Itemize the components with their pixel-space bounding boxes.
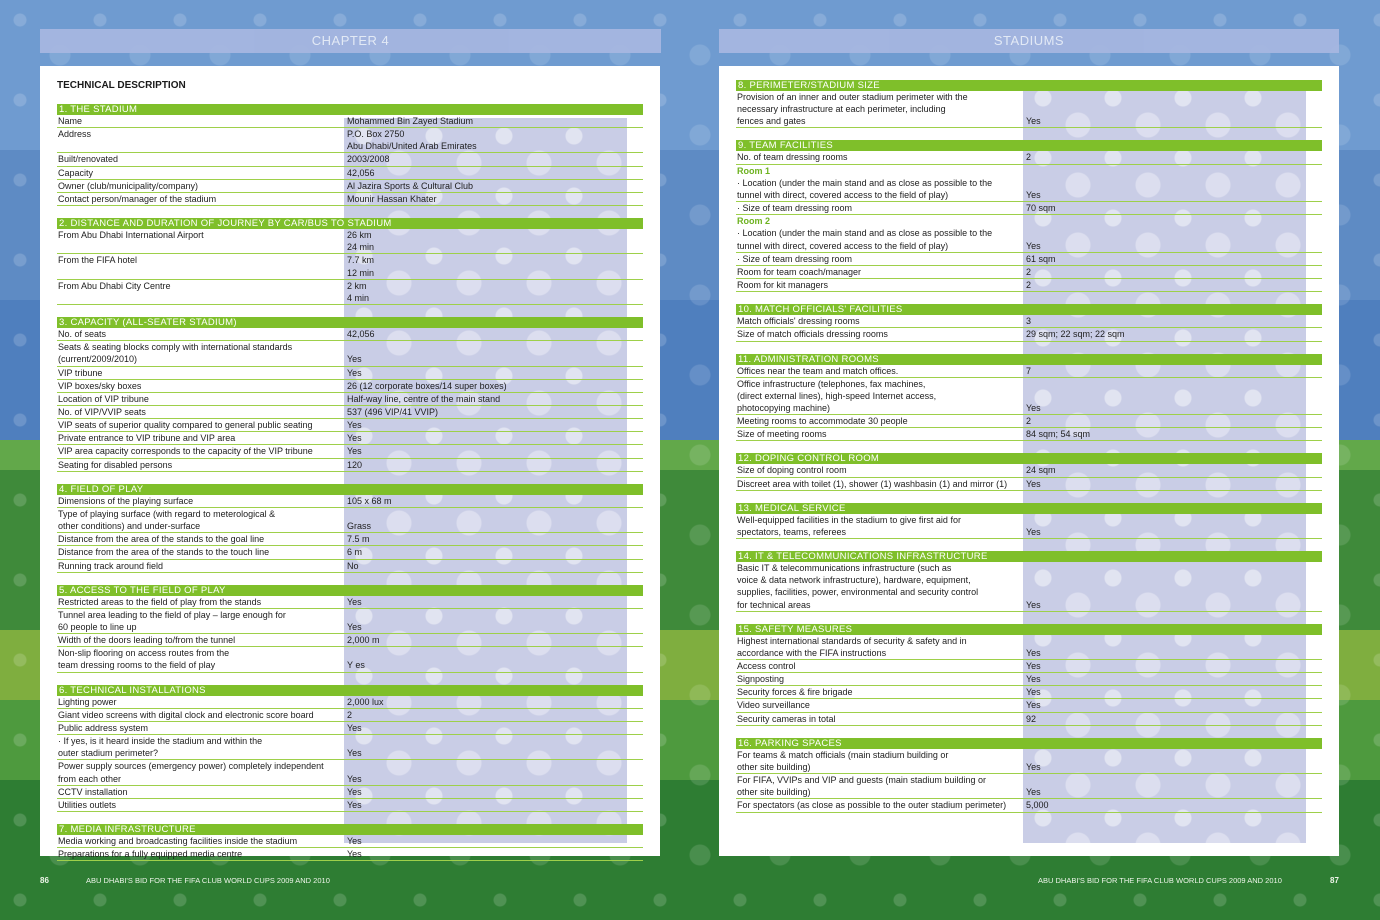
table-row [57, 432, 643, 445]
row-value: 84 sqm; 54 sqm [1026, 429, 1091, 440]
footer-text-right: ABU DHABI'S BID FOR THE FIFA CLUB WORLD CUPS 2009 AND 2010 [1038, 876, 1282, 885]
row-value: 42,056 [347, 329, 375, 340]
row-value: No [347, 560, 359, 571]
page-number-right: 87 [1330, 876, 1339, 885]
left-spec-table [57, 104, 643, 861]
row-label: Distance from the area of the stands to the goal line [58, 534, 265, 545]
table-row [736, 365, 1322, 378]
section-heading: 2. DISTANCE AND DURATION OF JOURNEY BY CAR/BUS TO STADIUM [57, 218, 643, 229]
table-row [57, 533, 643, 546]
row-label: Room for kit managers [737, 280, 829, 291]
row-label: Location of VIP tribune [58, 393, 149, 404]
table-row [736, 478, 1322, 491]
row-label: Owner (club/municipality/company) [58, 180, 199, 191]
table-row [57, 508, 643, 533]
row-label: Size of doping control room [737, 465, 847, 476]
row-value: Yes [1026, 787, 1041, 798]
row-label: Size of meeting rooms [737, 429, 827, 440]
section-heading: 9. TEAM FACILITIES [736, 140, 1322, 151]
section-heading: 11. ADMINISTRATION ROOMS [736, 354, 1322, 365]
table-row [57, 193, 643, 206]
right-page [719, 66, 1339, 856]
row-label: VIP boxes/sky boxes [58, 380, 142, 391]
row-label: Video surveillance [737, 700, 810, 711]
row-value: 2003/2008 [347, 154, 390, 165]
row-value: Yes [347, 596, 362, 607]
row-value: 2 km 4 min [347, 280, 370, 303]
table-row [57, 153, 643, 166]
row-value [1024, 215, 1322, 227]
section [736, 354, 1322, 442]
row-value: Yes [1026, 240, 1041, 251]
row-label: Room for team coach/manager [737, 266, 862, 277]
section-gap [736, 491, 1322, 503]
row-value: Yes [347, 622, 362, 632]
row-value: Yes [1026, 647, 1041, 658]
row-value: Yes [347, 354, 362, 365]
row-value: Al Jazira Sports & Cultural Club [347, 180, 474, 191]
table-row [57, 445, 643, 458]
row-label: Width of the doors leading to/from the tunnel [58, 635, 236, 646]
row-label: Offices near the team and match offices. [737, 365, 899, 376]
table-row [57, 128, 643, 153]
table-row [736, 673, 1322, 686]
row-value: Yes [347, 420, 362, 431]
table-row [736, 660, 1322, 673]
row-label: VIP area capacity corresponds to the capacity of the VIP tribune [58, 446, 313, 457]
table-row [57, 609, 643, 634]
row-label: Meeting rooms to accommodate 30 people [737, 416, 908, 427]
row-value: 6 m [347, 547, 363, 558]
row-label: Seats & seating blocks comply with international standards (current/2009/2010) [58, 342, 293, 365]
row-value: Yes [1026, 116, 1041, 127]
row-value: Yes [347, 367, 362, 378]
row-value: Yes [1026, 661, 1041, 671]
row-label: Size of match officials dressing rooms [737, 329, 888, 340]
row-label: Power supply sources (emergency power) completely independent from each other [58, 761, 324, 784]
row-label: Room 2 [737, 216, 771, 227]
section [736, 624, 1322, 726]
row-label: Built/renovated [58, 154, 119, 165]
section-heading: 15. SAFETY MEASURES [736, 624, 1322, 635]
table-row [57, 735, 643, 760]
row-value: Yes [347, 849, 362, 860]
row-label: Basic IT & telecommunications infrastructure (such as voice & data network infrastructure), hardware, equipment, supplies, facilities, power, environmental and security control for technical areas [737, 563, 979, 610]
row-label: For spectators (as close as possible to the outer stadium perimeter) [737, 800, 1007, 811]
row-label: No. of team dressing rooms [737, 152, 848, 163]
row-value: 70 sqm [1026, 203, 1056, 214]
section-heading: 3. CAPACITY (ALL-SEATER STADIUM) [57, 317, 643, 328]
table-row [57, 167, 643, 180]
row-value: 7 [1026, 365, 1032, 376]
row-value: 26 (12 corporate boxes/14 super boxes) [347, 380, 507, 391]
table-row [57, 280, 643, 305]
left-page [40, 66, 660, 860]
row-label: Access control [737, 661, 796, 671]
table-row [736, 415, 1322, 428]
table-row [736, 202, 1322, 215]
table-row [736, 699, 1322, 712]
table-row [57, 709, 643, 722]
section-gap [57, 812, 643, 824]
table-row [736, 177, 1322, 202]
row-label: Distance from the area of the stands to the touch line [58, 547, 270, 558]
row-label: Capacity [58, 167, 94, 178]
row-value: 7.7 km 12 min [347, 255, 375, 278]
row-value: Yes [1026, 674, 1041, 685]
section [57, 685, 643, 812]
table-row [736, 514, 1322, 539]
row-label: Security cameras in total [737, 713, 836, 724]
section [57, 585, 643, 673]
row-label: CCTV installation [58, 786, 128, 797]
table-row [57, 229, 643, 254]
table-row [57, 115, 643, 128]
row-label: From Abu Dhabi City Centre [58, 280, 171, 291]
row-label: For teams & match officials (main stadium building or other site building) [737, 749, 949, 772]
table-row [57, 341, 643, 366]
table-row [736, 713, 1322, 726]
table-row [736, 774, 1322, 799]
row-value: Yes [1026, 526, 1041, 537]
section-gap [736, 539, 1322, 551]
section-gap [57, 206, 643, 218]
row-value: 7.5 m [347, 534, 370, 545]
row-value: 537 (496 VIP/41 VVIP) [347, 406, 439, 417]
row-value: 26 km 24 min [347, 230, 375, 253]
row-label: Signposting [737, 674, 785, 685]
row-label: Room 1 [737, 165, 771, 176]
table-row [57, 647, 643, 672]
section-heading: 12. DOPING CONTROL ROOM [736, 453, 1322, 464]
row-value: 2 [1026, 152, 1032, 163]
row-value: Mounir Hassan Khater [347, 193, 437, 204]
section-heading: 7. MEDIA INFRASTRUCTURE [57, 824, 643, 835]
table-row [736, 266, 1322, 279]
section-gap [736, 726, 1322, 738]
row-value: 3 [1026, 316, 1032, 327]
row-value: Yes [347, 799, 362, 810]
table-row [57, 560, 643, 573]
section-heading: 5. ACCESS TO THE FIELD OF PLAY [57, 585, 643, 596]
row-label: No. of seats [58, 329, 107, 340]
section-gap [57, 305, 643, 317]
table-row [736, 562, 1322, 612]
table-row [736, 315, 1322, 328]
row-value: Yes [347, 748, 362, 759]
row-value: 120 [347, 459, 363, 470]
row-label: Private entrance to VIP tribune and VIP area [58, 433, 236, 444]
section [736, 304, 1322, 341]
row-label: No. of VIP/VVIP seats [58, 406, 146, 417]
row-value: 42,056 [347, 167, 375, 178]
right-spec-table [736, 80, 1322, 813]
section-gap [736, 342, 1322, 354]
row-label: Lighting power [58, 696, 117, 707]
table-row [57, 596, 643, 609]
row-value: 61 sqm [1026, 253, 1056, 264]
section [736, 80, 1322, 128]
row-value: Yes [347, 722, 362, 733]
table-row [57, 406, 643, 419]
table-row [736, 91, 1322, 128]
section [57, 104, 643, 206]
row-label: Preparations for a fully equipped media centre [58, 849, 243, 860]
row-value: 29 sqm; 22 sqm; 22 sqm [1026, 329, 1125, 340]
table-row [736, 328, 1322, 341]
table-row [57, 786, 643, 799]
table-row [736, 749, 1322, 774]
section [736, 738, 1322, 813]
table-row [57, 546, 643, 559]
section [736, 503, 1322, 539]
table-row [57, 722, 643, 735]
section-gap [736, 612, 1322, 624]
row-label: Well-equipped facilities in the stadium to give first aid for spectators, teams, referees [737, 514, 961, 537]
table-row [57, 760, 643, 785]
section-tab: STADIUMS [719, 29, 1339, 53]
row-label: VIP seats of superior quality compared to general public seating [58, 420, 313, 431]
section [57, 317, 643, 472]
row-label: Media working and broadcasting facilities inside the stadium [58, 836, 298, 847]
table-row [736, 464, 1322, 477]
section-heading: 1. THE STADIUM [57, 104, 643, 115]
table-row [57, 696, 643, 709]
row-label: Utilities outlets [58, 799, 117, 810]
section-gap [57, 472, 643, 484]
row-value: 24 sqm [1026, 465, 1056, 476]
row-label: For FIFA, VVIPs and VIP and guests (main stadium building or other site building) [737, 775, 986, 798]
section-heading: 14. IT & TELECOMMUNICATIONS INFRASTRUCTURE [736, 551, 1322, 562]
row-label: Provision of an inner and outer stadium perimeter with the necessary infrastructure at each perimeter, including fences and gates [737, 92, 968, 127]
row-label: From the FIFA hotel [58, 255, 138, 266]
table-row [57, 848, 643, 861]
row-value: Yes [347, 773, 362, 784]
row-label: From Abu Dhabi International Airport [58, 230, 204, 241]
table-row [736, 428, 1322, 441]
row-label: · If yes, is it heard inside the stadium and within the outer stadium perimeter? [58, 736, 263, 759]
row-value: 5,000 [1026, 800, 1049, 811]
section-heading: 13. MEDICAL SERVICE [736, 503, 1322, 514]
row-label: Dimensions of the playing surface [58, 495, 194, 506]
section-gap [736, 441, 1322, 453]
row-label: Discreet area with toilet (1), shower (1) washbasin (1) and mirror (1) [737, 478, 1008, 489]
table-row [736, 635, 1322, 660]
row-label: Highest international standards of security & safety and in accordance with the FIFA instructions [737, 635, 967, 658]
table-row [736, 253, 1322, 266]
row-value: Half-way line, centre of the main stand [347, 393, 501, 404]
section-heading: 4. FIELD OF PLAY [57, 484, 643, 495]
table-row [57, 180, 643, 193]
row-label: Running track around field [58, 560, 164, 571]
row-label: Type of playing surface (with regard to meterological & other conditions) and under-surface [58, 508, 276, 532]
section-heading: 6. TECHNICAL INSTALLATIONS [57, 685, 643, 696]
row-value: Yes [347, 836, 362, 847]
row-label: Match officials' dressing rooms [737, 316, 860, 327]
row-label: Office infrastructure (telephones, fax machines, (direct external lines), high-speed Internet access, photocopying machine) [737, 378, 937, 413]
table-row [736, 151, 1322, 164]
row-value: 2,000 lux [347, 696, 384, 707]
section [57, 824, 643, 861]
table-row [57, 393, 643, 406]
row-label: · Location (under the main stand and as close as possible to the tunnel with direct, covered access to the field of play) [737, 228, 993, 251]
row-value: 2 [1026, 266, 1032, 277]
row-value: 2,000 m [347, 635, 380, 646]
row-value: 92 [1026, 713, 1037, 724]
table-row [57, 799, 643, 812]
row-value: Yes [1026, 687, 1041, 698]
subheading-row [736, 165, 1322, 177]
section-gap [736, 128, 1322, 140]
row-label: Tunnel area leading to the field of play – large enough for 60 people to line up [58, 609, 286, 632]
row-value: Mohammed Bin Zayed Stadium [347, 116, 474, 126]
subheading-row [736, 215, 1322, 227]
row-label: Name [58, 116, 83, 126]
table-row [57, 328, 643, 341]
row-value: Yes [347, 433, 362, 444]
row-label: Security forces & fire brigade [737, 687, 853, 698]
section-gap [57, 673, 643, 685]
chapter-tab: CHAPTER 4 [40, 29, 661, 53]
row-value: 2 [347, 709, 353, 720]
section-gap [736, 292, 1322, 304]
row-label: VIP tribune [58, 367, 103, 378]
table-row [57, 254, 643, 279]
table-row [736, 686, 1322, 699]
section-heading: 16. PARKING SPACES [736, 738, 1322, 749]
table-row [736, 799, 1322, 812]
row-label: Contact person/manager of the stadium [58, 193, 217, 204]
table-row [57, 367, 643, 380]
row-value: 105 x 68 m [347, 495, 392, 506]
row-label: · Location (under the main stand and as close as possible to the tunnel with direct, covered access to the field of play) [737, 177, 993, 200]
row-value: 2 [1026, 416, 1032, 427]
table-row [57, 495, 643, 508]
row-label: Giant video screens with digital clock and electronic score board [58, 709, 314, 720]
row-value: P.O. Box 2750 Abu Dhabi/United Arab Emirates [347, 129, 477, 152]
document-title: TECHNICAL DESCRIPTION [57, 80, 186, 91]
table-row [736, 227, 1322, 252]
row-label: Public address system [58, 722, 149, 733]
row-value: Yes [1026, 599, 1041, 610]
row-value: Yes [347, 446, 362, 457]
table-row [57, 419, 643, 432]
row-label: · Size of team dressing room [737, 203, 853, 214]
row-value: Yes [1026, 478, 1041, 489]
row-value: Yes [347, 786, 362, 797]
row-label: Seating for disabled persons [58, 459, 173, 470]
row-label: · Size of team dressing room [737, 253, 853, 264]
row-value: Yes [1026, 189, 1041, 200]
table-row [736, 378, 1322, 415]
section-gap [57, 573, 643, 585]
row-label: Non-slip flooring on access routes from the team dressing rooms to the field of play [58, 648, 230, 671]
row-value: Yes [1026, 761, 1041, 772]
table-row [57, 380, 643, 393]
section [736, 140, 1322, 292]
row-value: 2 [1026, 280, 1032, 291]
footer-text-left: ABU DHABI'S BID FOR THE FIFA CLUB WORLD CUPS 2009 AND 2010 [86, 876, 330, 885]
section-heading: 10. MATCH OFFICIALS' FACILITIES [736, 304, 1322, 315]
row-value: Yes [1026, 700, 1041, 711]
section [736, 551, 1322, 612]
row-value: Yes [1026, 402, 1041, 413]
table-row [57, 835, 643, 848]
row-label: Address [58, 129, 92, 140]
section [57, 218, 643, 305]
section-heading: 8. PERIMETER/STADIUM SIZE [736, 80, 1322, 91]
section [736, 453, 1322, 490]
table-row [736, 279, 1322, 292]
row-value: Grass [347, 521, 372, 532]
row-value: Y es [347, 660, 365, 671]
page-number-left: 86 [40, 876, 49, 885]
row-label: Restricted areas to the field of play from the stands [58, 596, 262, 607]
table-row [57, 459, 643, 472]
table-row [57, 634, 643, 647]
section [57, 484, 643, 573]
row-value [1024, 165, 1322, 177]
